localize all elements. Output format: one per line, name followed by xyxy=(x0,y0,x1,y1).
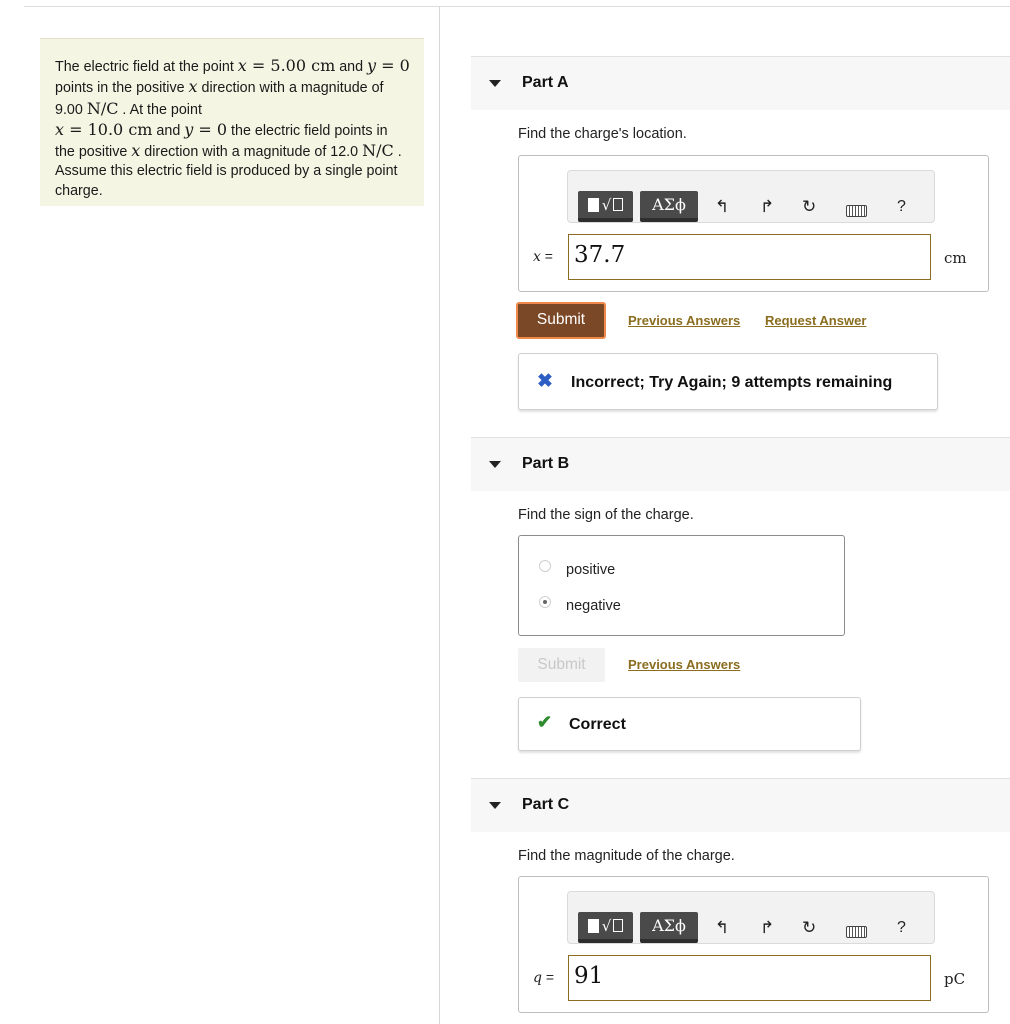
part-a-feedback xyxy=(518,353,938,410)
part-c-header[interactable] xyxy=(471,778,1010,832)
template-box-icon xyxy=(613,198,623,211)
math-unit: N/C xyxy=(86,98,119,118)
part-b-submit-button: Submit xyxy=(518,648,605,682)
request-answer-link[interactable]: Request Answer xyxy=(765,313,867,328)
math-var: y xyxy=(367,56,377,75)
part-a-answer-box xyxy=(518,155,989,292)
radio-negative[interactable] xyxy=(539,596,551,608)
radical-icon: √ xyxy=(601,195,612,214)
problem-text: and xyxy=(335,59,368,75)
problem-text: . At the point xyxy=(118,101,202,118)
part-c-prompt: Find the magnitude of the charge. xyxy=(518,848,735,864)
problem-text: points in the positive xyxy=(55,80,189,97)
math-expr: = 0 xyxy=(376,56,410,75)
reset-icon[interactable]: ↻ xyxy=(802,197,817,217)
undo-icon[interactable]: ↰ xyxy=(715,918,730,938)
part-a-submit-button[interactable]: Submit xyxy=(516,302,606,339)
undo-icon[interactable]: ↰ xyxy=(715,197,730,217)
problem-text: . Assume this electric field is produced by a single point charge. xyxy=(55,144,402,199)
problem-text: and xyxy=(152,122,185,139)
part-b-options xyxy=(518,535,845,636)
radio-positive[interactable] xyxy=(539,560,551,572)
math-expr: = 0 xyxy=(193,119,228,139)
part-b-feedback xyxy=(518,697,861,751)
unit-label: pC xyxy=(944,970,966,988)
help-icon[interactable]: ? xyxy=(897,919,906,936)
column-divider xyxy=(439,6,440,1024)
keyboard-icon[interactable] xyxy=(846,205,867,217)
part-b-previous-answers-link[interactable]: Previous Answers xyxy=(628,657,741,672)
variable-label: x = xyxy=(533,248,553,265)
template-square-icon xyxy=(588,198,599,212)
help-icon[interactable]: ? xyxy=(897,198,906,215)
part-b-title: Part B xyxy=(522,455,570,472)
math-var: x xyxy=(55,119,65,139)
option-positive-label[interactable]: positive xyxy=(566,562,616,578)
problem-text: direction with a magnitude of 9.00 xyxy=(55,80,384,118)
part-a-feedback-text: Incorrect; Try Again; 9 attempts remaining xyxy=(571,374,893,391)
problem-text: The electric field at the point xyxy=(55,59,238,75)
part-b-header[interactable] xyxy=(471,437,1010,491)
variable-label: q = xyxy=(533,969,555,986)
template-box-icon xyxy=(613,919,623,932)
part-b-feedback-text: Correct xyxy=(569,716,626,733)
part-c-title: Part C xyxy=(522,796,570,813)
incorrect-x-icon: ✖ xyxy=(537,371,553,392)
math-expr: = 10.0 cm xyxy=(64,119,153,139)
problem-text: direction with a magnitude of 12.0 xyxy=(140,144,363,161)
math-expr: = 5.00 cm xyxy=(246,56,336,75)
collapse-triangle-icon[interactable] xyxy=(489,802,501,809)
answer-input[interactable]: 91 xyxy=(568,955,931,1001)
math-toolbar xyxy=(567,891,935,944)
math-var: x xyxy=(188,77,198,97)
greek-symbols-button[interactable]: ΑΣϕ xyxy=(640,912,698,943)
greek-symbols-button[interactable]: ΑΣϕ xyxy=(640,191,698,222)
math-var: x xyxy=(131,141,141,161)
collapse-triangle-icon[interactable] xyxy=(489,80,501,87)
part-a-prompt: Find the charge's location. xyxy=(518,126,687,142)
problem-statement xyxy=(40,38,424,206)
unit-label: cm xyxy=(944,249,967,267)
templates-button[interactable] xyxy=(578,912,633,943)
part-c-answer-box xyxy=(518,876,989,1013)
redo-icon[interactable]: ↱ xyxy=(760,918,775,938)
templates-button[interactable] xyxy=(578,191,633,222)
template-square-icon xyxy=(588,919,599,933)
keyboard-icon[interactable] xyxy=(846,926,867,938)
top-divider xyxy=(24,6,1010,7)
answer-input[interactable]: 37.7 xyxy=(568,234,931,280)
collapse-triangle-icon[interactable] xyxy=(489,461,501,468)
problem-text: the electric field points in the positive xyxy=(55,122,388,161)
part-a-header[interactable] xyxy=(471,56,1010,110)
math-unit: N/C xyxy=(362,141,394,161)
part-b-prompt: Find the sign of the charge. xyxy=(518,507,694,523)
reset-icon[interactable]: ↻ xyxy=(802,918,817,938)
part-a-previous-answers-link[interactable]: Previous Answers xyxy=(628,313,741,328)
part-a-title: Part A xyxy=(522,74,569,91)
redo-icon[interactable]: ↱ xyxy=(760,197,775,217)
math-var: x xyxy=(237,56,247,75)
option-negative-label[interactable]: negative xyxy=(566,598,621,614)
radical-icon: √ xyxy=(601,916,612,935)
correct-check-icon: ✔ xyxy=(537,712,553,732)
math-var: y xyxy=(184,119,194,139)
math-toolbar xyxy=(567,170,935,223)
